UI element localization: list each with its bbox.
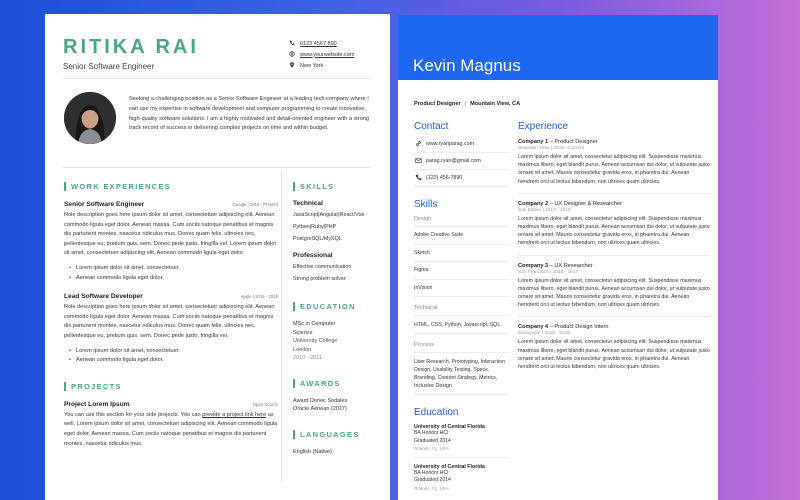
skill-group-label: Process bbox=[414, 342, 509, 353]
job-title: Senior Software Engineer bbox=[64, 201, 145, 208]
right-column bbox=[518, 121, 710, 378]
skill-item: Strong problem solver bbox=[293, 276, 346, 282]
language-item: English (Native) bbox=[293, 448, 332, 455]
skill-item: PostgreSQL/MySQL bbox=[293, 236, 342, 242]
project-meta: Open Source bbox=[252, 401, 278, 407]
avatar bbox=[64, 92, 116, 144]
column-divider bbox=[281, 172, 282, 482]
contact-website: www.yourwebsite.com bbox=[288, 49, 354, 60]
languages-list bbox=[293, 448, 383, 457]
section-title-education: EDUCATION bbox=[293, 302, 383, 311]
skill-item: Python|Ruby|PHP bbox=[293, 224, 337, 230]
resume-subtitle bbox=[414, 101, 520, 107]
project-header bbox=[64, 401, 278, 408]
list-item: • Aenean commodo ligula eget dolor. bbox=[64, 274, 278, 284]
experience-entry: Company 3 – UX Researcher San Francisco | 2016 - 2017 Lorem ipsum dolor sit amet, consectetur adipiscing elit. Suspendisse maximus maximus libero, eget blandit purus. Aenean accumsan dui dolor, ut vulputate justo ornare sit amet. Mauris consectetur gravida eros, in pharetra dui. Aenean hendrerit orci ut lectus bibendum, non ultrices quam ultricies. bbox=[518, 263, 710, 318]
awards-list bbox=[293, 397, 383, 414]
resume-role: Senior Software Engineer bbox=[63, 62, 155, 71]
subtitle-role: Product Designer bbox=[414, 101, 461, 107]
job-bullets bbox=[64, 264, 278, 283]
section-title-languages: LANGUAGES bbox=[293, 430, 383, 439]
skill-item: JavaScript|Angular|React/Vue bbox=[293, 212, 365, 218]
experience-entry: Company 4 – Product Design Intern Sunnyvale | 2015 - 2016 Lorem ipsum dolor sit amet, consectetur adipiscing elit. Suspendisse maximus maximus libero, eget blandit purus. Aenean accumsan dui dolor, ut vulputate justo ornare sit amet. Mauris consectetur gravida eros, in pharetra dui. Aenean hendrerit orci ut lectus bibendum, non ultrices quam ultricies. bbox=[518, 324, 710, 371]
left-column bbox=[64, 182, 278, 449]
section-title-projects: PROJECTS bbox=[64, 382, 278, 391]
section-title-contact: Contact bbox=[414, 121, 449, 132]
header-divider bbox=[63, 78, 370, 79]
experience-entry: Company 2 – UX Designer & Researcher San Mateo | 2017 - 2018 Lorem ipsum dolor sit amet, consectetur adipiscing elit. Suspendisse maximus maximus libero, eget blandit purus. Aenean accumsan dui dolor, ut vulputate justo ornare sit amet. Mauris consectetur gravida eros, in pharetra dui. Aenean hendrerit orci ut lectus bibendum, non ultrices quam ultricies. bbox=[518, 201, 710, 256]
award-item: Award Donec Sodales bbox=[293, 397, 348, 404]
skill-item: User Research, Prototyping, Interaction Design, Usability Testing, Specs, Branding, Content Strategy, Metrics, Inclusive Design bbox=[414, 353, 509, 395]
mail-icon bbox=[414, 157, 422, 166]
location-pin-icon bbox=[288, 62, 295, 70]
job-title: Lead Software Developer bbox=[64, 293, 143, 301]
job-meta: Google | 2019 - Present bbox=[232, 202, 278, 207]
experience-entry: Company 1 – Product Designer Mountain View | 2018 - Current Lorem ipsum dolor sit amet, consectetur adipiscing elit. Suspendisse maximus maximus libero, eget blandit purus. Aenean accumsan dui dolor, ut vulputate justo ornare sit amet. Mauris consectetur gravida eros, in pharetra dui. Aenean hendrerit orci ut lectus bibendum, non ultrices quam ultricies. bbox=[518, 139, 710, 194]
education-entry: University of Central Florida BA Honors HCI Graduated 2014 Orlando, FL, USA bbox=[414, 457, 509, 493]
list-item: • Lorem ipsum dolor sit amet, consectetuer. bbox=[64, 347, 278, 357]
contact-list bbox=[414, 136, 509, 187]
list-item: • Lorem ipsum dolor sit amet, consectetuer. bbox=[64, 264, 278, 274]
education-years: 2010 - 2011 bbox=[293, 355, 322, 361]
project-description: You can use this section for your side projects. You can provide a project link here as well. Lorem ipsum dolor sit amet, consectetuer adipiscing elit. Aenean commodo ligula eget dolor. Aenean massa. Cum sociis natoque penatibus et magnis dis parturient montes, nascetur ridiculus mus. bbox=[64, 411, 278, 447]
globe-icon bbox=[288, 51, 295, 59]
resume-name: RITIKA RAI bbox=[63, 36, 199, 58]
skill-item: HTML, CSS, Python, Javascript, SQL bbox=[414, 316, 509, 334]
phone-icon bbox=[288, 40, 295, 48]
contact-email: parag.ryan@gmail.com bbox=[414, 153, 509, 170]
skills-professional-label: Professional bbox=[293, 252, 333, 259]
section-title-awards: AWARDS bbox=[293, 379, 383, 388]
skills-technical-label: Technical bbox=[293, 200, 323, 207]
education-school: University College London bbox=[293, 338, 338, 353]
subtitle-location: Mountain View, CA bbox=[470, 101, 521, 107]
resume-kevin bbox=[398, 15, 718, 500]
award-item: Oracle Aenean (2017) bbox=[293, 406, 347, 412]
skill-item: Sketch bbox=[414, 245, 509, 263]
education-degree: MSc in Computer Science bbox=[293, 321, 336, 336]
job-meta: Apple | 2016 - 2019 bbox=[240, 294, 278, 300]
section-title-work: WORK EXPERIENCES bbox=[64, 182, 278, 191]
contact-block bbox=[288, 38, 354, 71]
section-title-experience: Experience bbox=[518, 121, 569, 132]
skill-group-label: Technical bbox=[414, 305, 509, 316]
section-title-skills: Skills bbox=[414, 199, 438, 210]
skill-item: Effective communication bbox=[293, 264, 352, 270]
skill-item: Adobe Creative Suite bbox=[414, 227, 509, 245]
job-description: Role description goes here ipsum dolor sit amet, consectetuer adipiscing elit. Aenean commodo ligula eget dolor. Aenean massa. Cum sociis natoque penatibus et magnis dis parturient montes, nascetur ridiculus mus. Donec quam felis, ultricies nec, pellentesque eu, pretium quis, sem. Donec pede justo, fringilla vel. bbox=[64, 304, 275, 339]
left-column bbox=[414, 121, 509, 492]
skill-item: Figma bbox=[414, 262, 509, 280]
right-column bbox=[293, 182, 383, 456]
link-icon bbox=[414, 140, 422, 149]
summary-divider bbox=[63, 167, 370, 168]
resume-ritika bbox=[45, 14, 390, 500]
resume-name: Kevin Magnus bbox=[413, 56, 521, 75]
subtitle-separator: | bbox=[464, 101, 467, 107]
job-bullets bbox=[64, 347, 278, 366]
contact-phone: 0123 4567 890 bbox=[288, 38, 354, 49]
job-description: Role description goes here ipsum dolor sit amet, consectetuer adipiscing elit. Aenean commodo ligula eget dolor. Aenean massa. Cum sociis natoque penatibus et magnis dis parturient montes, nascetur ridiculus mus. Donec quam felis, ultricies nec, pellentesque eu, pretium quis, sem. Donec pede justo, fringilla vel. Lorem ipsum dolor sit amet, consectetuer adipiscing elit. Aenean commodo ligula eget dolor. bbox=[64, 212, 277, 257]
project-title: Project Lorem Ipsum bbox=[64, 400, 130, 408]
section-title-skills: SKILLS bbox=[293, 182, 383, 191]
section-title-education: Education bbox=[414, 407, 459, 418]
skill-group-label: Design bbox=[414, 216, 509, 227]
phone-icon bbox=[414, 174, 422, 183]
education-entry bbox=[293, 320, 383, 363]
project-link[interactable]: provide a project link here bbox=[202, 411, 267, 418]
education-entry: University of Central Florida BA Honors HCI Graduated 2014 Orlando, FL, USA bbox=[414, 424, 485, 451]
contact-phone: (123) 456-7890 bbox=[414, 170, 509, 187]
contact-location: New York bbox=[288, 60, 354, 71]
list-item: • Aenean commodo ligula eget dolor. bbox=[64, 356, 278, 366]
summary-text: Seeking a challenging position as a Senior Software Engineer at a leading tech company where I can use my expertise in software development and computer programming to create innovative, high-quality software solutions. I am a highly motivated and detail-oriented engineer with a strong track record of success in delivering complex projects on time and within budget. bbox=[129, 96, 370, 132]
job-header bbox=[64, 293, 278, 300]
skill-item: InVision bbox=[414, 280, 509, 298]
contact-website: www.ryanparag.com bbox=[414, 136, 509, 153]
job-header bbox=[64, 201, 278, 208]
